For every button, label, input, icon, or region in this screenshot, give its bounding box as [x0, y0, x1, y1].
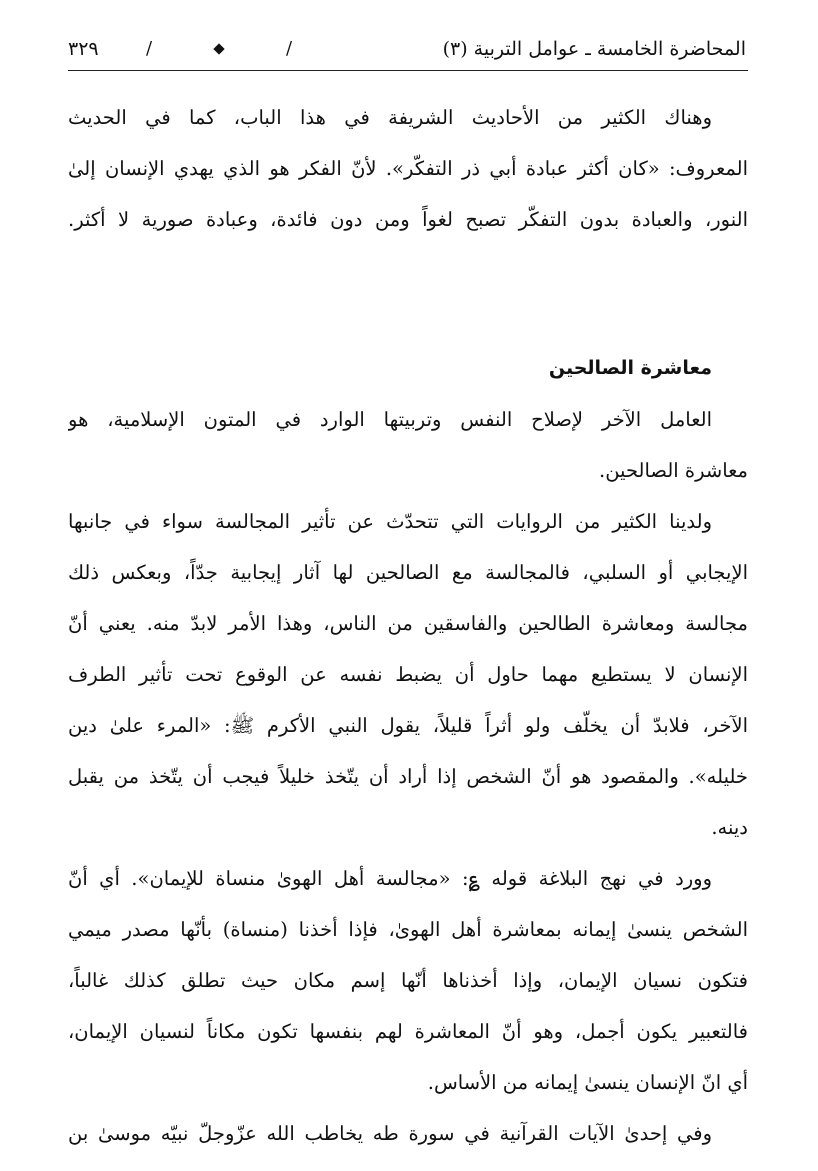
paragraph-surah-taha — [68, 1108, 748, 1159]
page-number: ٣٢٩ — [68, 38, 99, 60]
text-line: مجالسة ومعاشرة الطالحين والفاسقين من الناس، وهذا الأمر لابدّ منه. يعني أنّ — [68, 612, 748, 635]
paragraph-nahj-al-balagha — [68, 853, 748, 1108]
text-line: فالتعبير يكون أجمل، وهو أنّ المعاشرة لهم بنفسها تكون مكاناً لنسيان الإيمان، — [68, 1020, 748, 1043]
paragraph-narrations — [68, 496, 748, 853]
chapter-title: المحاضرة الخامسة ـ عوامل التربية (٣) — [442, 38, 746, 60]
separator-slash: / — [146, 38, 153, 59]
paragraph-hadith-reflection — [68, 92, 748, 245]
text-line: المعروف: «كان أكثر عبادة أبي ذر التفكّر». لأنّ الفكر هو الذي يهدي الإنسان إلىٰ — [68, 157, 748, 180]
text-line: فتكون نسيان الإيمان، وإذا أخذناها أنّها إسم مكان حيث تطلق كذلك غالباً، — [68, 969, 748, 992]
text-line: خليله». والمقصود هو أنّ الشخص إذا أراد أن يتّخذ خليلاً فيجب أن يتّخذ من يقبل — [68, 765, 748, 788]
text-line: دينه. — [711, 816, 748, 839]
paragraph-intro — [68, 394, 748, 496]
header-rule — [68, 70, 748, 71]
separator-slash: / — [286, 38, 293, 59]
section-heading: معاشرة الصالحين — [548, 357, 712, 379]
text-line: الإيجابي أو السلبي، فالمجالسة مع الصالحين لها آثار إيجابية جدّاً، وبعكس ذلك — [68, 561, 748, 584]
text-line: معاشرة الصالحين. — [599, 459, 748, 482]
header-ornament — [146, 34, 306, 64]
page-body — [68, 92, 748, 1159]
text-line: النور، والعبادة بدون التفكّر تصبح لغواً ومن دون فائدة، وعبادة صورية لا أكثر. — [68, 208, 748, 231]
text-line: ولدينا الكثير من الروايات التي تتحدّث عن تأثير المجالسة سواء في جانبها — [68, 510, 712, 533]
text-line: وورد في نهج البلاغة قوله ؏: «مجالسة أهل الهوىٰ منساة للإيمان». أي أنّ — [68, 867, 712, 890]
text-line: الشخص ينسىٰ إيمانه بمعاشرة أهل الهوىٰ، فإذا أخذنا (منساة) بأنّها مصدر ميمي — [68, 918, 748, 941]
text-line: الآخر، فلابدّ أن يخلّف ولو أثراً قليلاً، يقول النبي الأكرم ﷺ: «المرء علىٰ دين — [68, 714, 748, 737]
text-line: أي انّ الإنسان ينسىٰ إيمانه من الأساس. — [427, 1071, 748, 1094]
text-line: العامل الآخر لإصلاح النفس وتربيتها الوارد في المتون الإسلامية، هو — [68, 408, 712, 431]
text-line: الإنسان لا يستطيع مهما حاول أن يضبط نفسه عن الوقوع تحت تأثير الطرف — [68, 663, 748, 686]
section-gap — [68, 245, 748, 343]
text-line: وهناك الكثير من الأحاديث الشريفة في هذا الباب، كما في الحديث — [68, 106, 712, 129]
diamond-icon — [213, 43, 224, 54]
text-line: وفي إحدىٰ الآيات القرآنية في سورة طه يخاطب الله عزّوجلّ نبيّه موسىٰ بن — [68, 1122, 712, 1145]
running-header — [68, 34, 746, 64]
